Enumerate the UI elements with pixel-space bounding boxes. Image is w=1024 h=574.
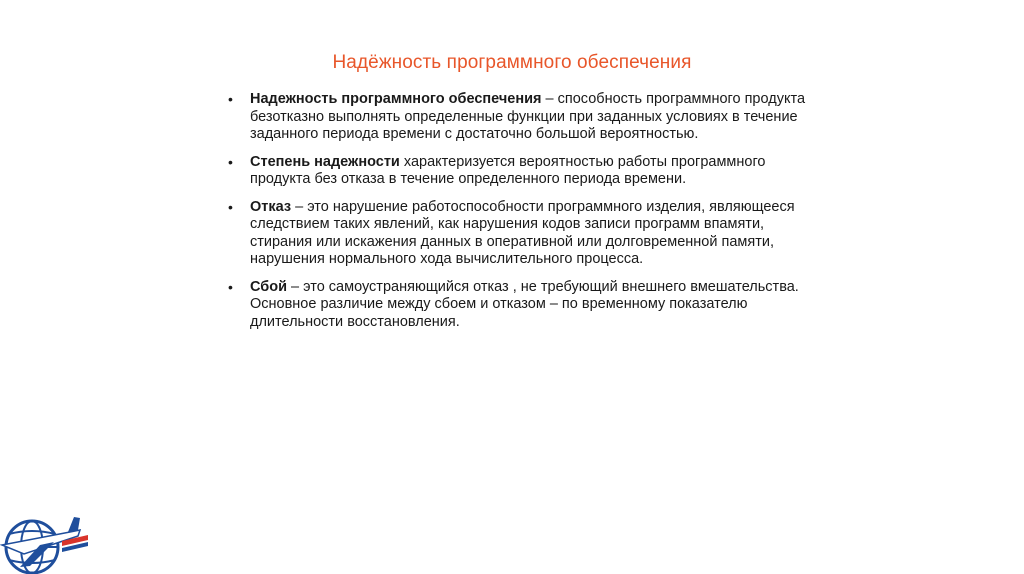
bullet-item	[228, 199, 818, 269]
bullet-term: Степень надежности	[250, 153, 400, 170]
slide-title: Надёжность программного обеспечения	[332, 52, 692, 73]
bullet-text: – способность программного продукта безотказно выполнять определенные функции при заданных условиях в течение заданного периода времени с достаточно большой вероятностью.	[250, 91, 806, 142]
bullet-term: Отказ	[250, 198, 292, 215]
bullet-text: – это самоустраняющийся отказ , не требующий внешнего вмешательства. Основное различие между сбоем и отказом – по временному показателю длительности восстановления.	[250, 278, 799, 330]
globe-airplane-logo-icon	[0, 505, 90, 574]
bullet-term: Надежность программного обеспечения	[250, 91, 542, 107]
bullet-dot: •	[228, 278, 233, 295]
bullet-item	[228, 279, 818, 332]
bullet-list	[228, 91, 818, 341]
bullet-term: Сбой	[250, 278, 288, 295]
bullet-dot: •	[228, 91, 233, 107]
bullet-item	[228, 154, 818, 189]
bullet-item	[228, 91, 818, 144]
bullet-dot: •	[228, 198, 233, 215]
bullet-text: характеризуется вероятностью работы программного продукта без отказа в течение определенного периода времени.	[250, 153, 766, 187]
bullet-text: – это нарушение работоспособности программного изделия, являющееся следствием таких явлений, как нарушения кодов записи программ впамяти, стирания или искажения данных в оперативной или долговременной памяти, нарушения нормального хода вычислительного процесса.	[250, 198, 795, 267]
bullet-dot: •	[228, 153, 233, 170]
